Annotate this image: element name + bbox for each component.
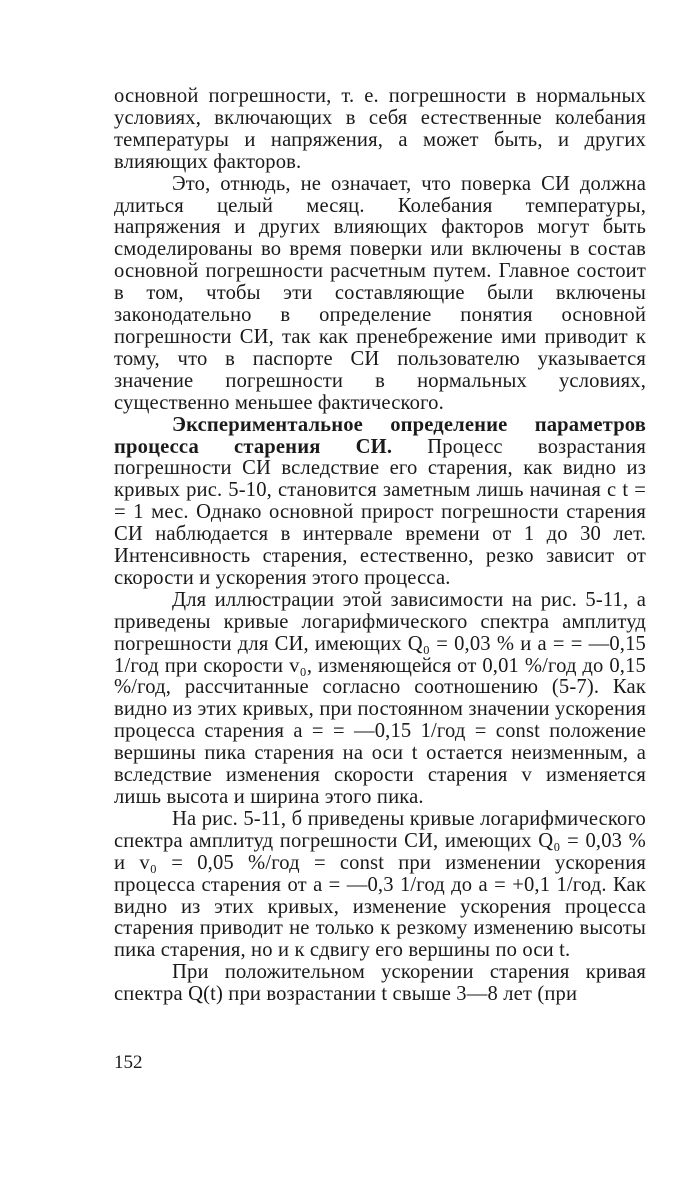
page-number: 152 — [114, 1052, 143, 1073]
paragraph-3 — [114, 415, 646, 590]
page-body — [114, 86, 646, 1006]
paragraph-4 — [114, 590, 646, 809]
paragraph-1 — [114, 86, 646, 174]
paragraph-text: Процесс возрастания погрешности СИ вследствие его старения, как видно из кривых рис. 5-10, становится заметным лишь начиная с t = = 1 мес. Однако основной прирост погрешности старения СИ наблюдается в интервале времени от 1 до 30 лет. Интенсивность старения, естественно, резко зависит от скорости и ускорения этого процесса. — [114, 435, 646, 589]
paragraph-text: Это, отнюдь, не означает, что поверка СИ должна длиться целый месяц. Колебания температуры, напряжения и других влияющих факторов могут быть смоделированы во время поверки или включены в состав основной погрешности расчетным путем. Главное состоит в том, чтобы эти составляющие были включены законодательно в определение понятия основной погрешности СИ, так как пренебрежение ими приводит к тому, что в паспорте СИ пользователю указывается значение погрешности в нормальных условиях, существенно меньшее фактического. — [114, 172, 646, 414]
paragraph-text: На рис. 5-11, б приведены кривые логарифмического спектра амплитуд погрешности СИ, имеющих Q₀ = 0,03 % и v₀ = 0,05 %/год = const при изменении ускорения процесса старения от a = —0,3 1/год до a = +0,1 1/год. Как видно из этих кривых, изменение ускорения процесса старения приводит не только к резкому изменению высоты пика старения, но и к сдвигу его вершины по оси t. — [114, 807, 646, 962]
paragraph-text: основной погрешности, т. е. погрешности в нормальных условиях, включающих в себя естественные колебания температуры и напряжения, а может быть, и других влияющих факторов. — [114, 85, 646, 173]
paragraph-2 — [114, 174, 646, 415]
paragraph-5 — [114, 809, 646, 962]
paragraph-6 — [114, 962, 646, 1006]
paragraph-text: При положительном ускорении старения кривая спектра Q(t) при возрастании t свыше 3—8 лет (при — [114, 961, 646, 1006]
paragraph-text: Для иллюстрации этой зависимости на рис. 5-11, а приведены кривые логарифмического спектра амплитуд погрешности для СИ, имеющих Q₀ = 0,03 % и a = = —0,15 1/год при скорости v₀, изменяющейся от 0,01 %/год до 0,15 %/год, рассчитанные согласно соотношению (5-7). Как видно из этих кривых, при постоянном значении ускорения процесса старения a = = —0,15 1/год = const положение вершины пика старения на оси t остается неизменным, а вследствие изменения скорости старения v изменяется лишь высота и ширина этого пика. — [114, 588, 646, 808]
section-heading: Экспериментальное определение параметров процесса старения СИ. — [114, 413, 646, 458]
